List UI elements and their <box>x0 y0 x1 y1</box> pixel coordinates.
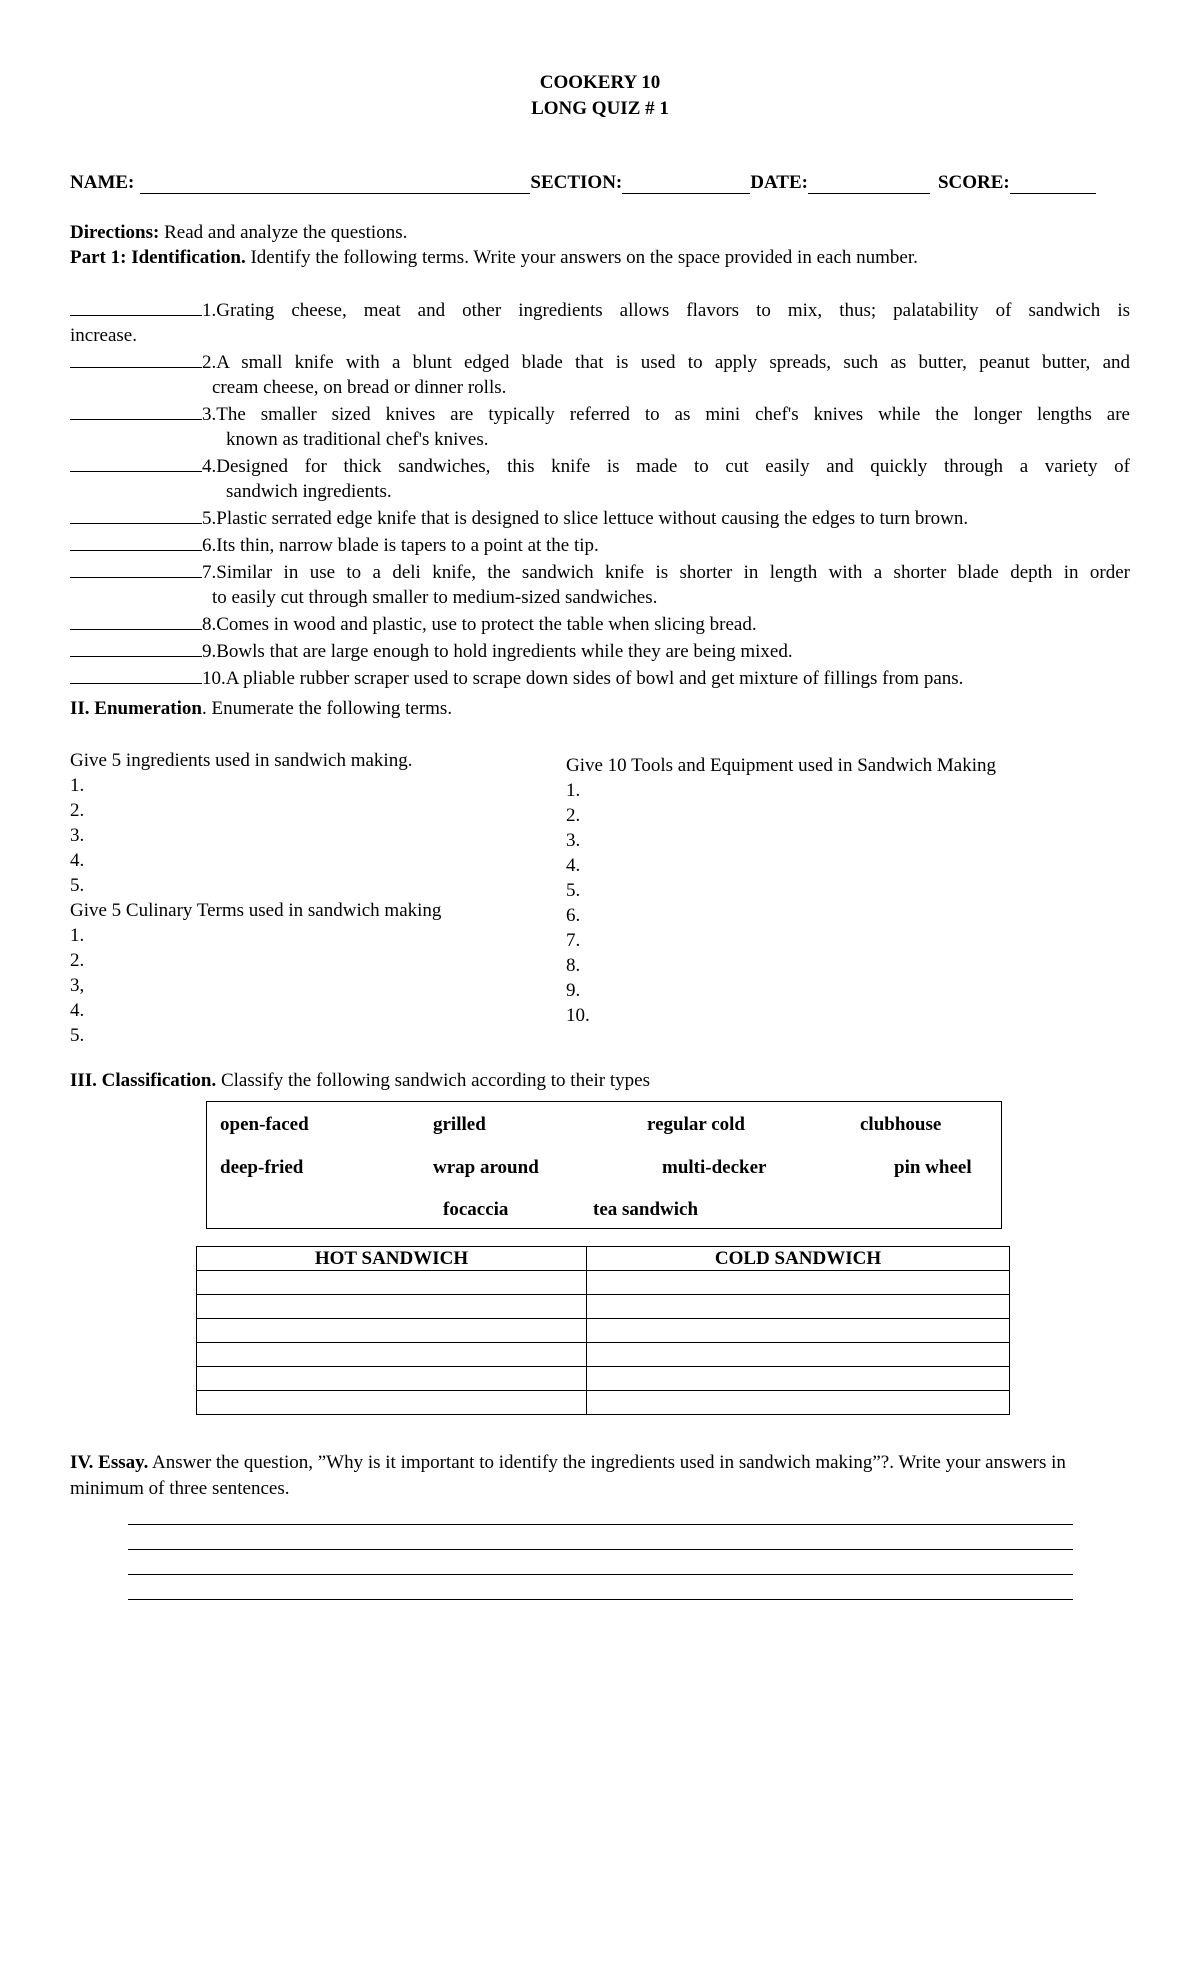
table-cell[interactable] <box>197 1367 587 1391</box>
table-cell[interactable] <box>587 1295 1010 1319</box>
part3-instructions: Classify the following sandwich according to their types <box>216 1070 650 1091</box>
answer-blank[interactable] <box>70 400 202 420</box>
item-continuation: known as traditional chef's knives. <box>226 429 489 450</box>
part3-heading <box>70 1070 650 1092</box>
answer-blank[interactable] <box>70 531 202 551</box>
table-row <box>197 1391 1010 1415</box>
word-item: tea sandwich <box>593 1199 699 1220</box>
table-cell[interactable] <box>197 1343 587 1367</box>
list-item: 2. <box>566 805 581 826</box>
page-title: COOKERY 10 <box>539 72 661 93</box>
part1-heading <box>70 247 918 269</box>
cold-sandwich-header: COLD SANDWICH <box>587 1247 1010 1271</box>
enumeration-right-column <box>566 753 996 1028</box>
student-info-row <box>70 172 1130 194</box>
answer-blank[interactable] <box>70 504 202 524</box>
part1-instructions: Identify the following terms. Write your answers on the space provided in each number. <box>245 247 918 268</box>
page-subtitle: LONG QUIZ # 1 <box>531 98 669 119</box>
answer-blank[interactable] <box>70 296 202 316</box>
enumeration-left-column <box>70 748 441 1048</box>
part4-label: IV. Essay. <box>70 1452 149 1473</box>
list-item: 5. <box>566 880 581 901</box>
name-label: NAME: <box>70 172 135 193</box>
answer-blank[interactable] <box>70 610 202 630</box>
list-item: 10. A pliable rubber scraper used to scrape down sides of bowl and get mixture of fillings from pans. <box>70 664 1130 691</box>
tools-prompt: Give 10 Tools and Equipment used in Sandwich Making <box>566 755 996 776</box>
word-item: multi-decker <box>662 1157 767 1178</box>
list-item: 5. Plastic serrated edge knife that is designed to slice lettuce without causing the edges to turn brown. <box>70 504 1130 531</box>
word-item: grilled <box>433 1114 486 1135</box>
answer-blank[interactable] <box>70 452 202 472</box>
list-item: 2. <box>70 800 85 821</box>
word-item: wrap around <box>433 1157 539 1178</box>
word-item: clubhouse <box>860 1114 942 1135</box>
ingredients-prompt: Give 5 ingredients used in sandwich making. <box>70 750 413 771</box>
list-item: 8. Comes in wood and plastic, use to protect the table when slicing bread. <box>70 610 1130 637</box>
list-item: 10. <box>566 1005 590 1026</box>
word-item: open-faced <box>220 1114 309 1135</box>
table-cell[interactable] <box>587 1367 1010 1391</box>
table-cell[interactable] <box>197 1271 587 1295</box>
table-cell[interactable] <box>587 1343 1010 1367</box>
table-row <box>197 1367 1010 1391</box>
answer-blank[interactable] <box>70 348 202 368</box>
part2-instructions: . Enumerate the following terms. <box>201 698 453 719</box>
essay-answer-line[interactable] <box>128 1549 1073 1550</box>
date-label: DATE: <box>750 172 808 193</box>
directions-line <box>70 222 407 244</box>
hot-sandwich-header: HOT SANDWICH <box>197 1247 587 1271</box>
word-item: focaccia <box>443 1199 509 1220</box>
essay-answer-line[interactable] <box>128 1524 1073 1525</box>
item-continuation: cream cheese, on bread or dinner rolls. <box>212 377 507 398</box>
table-cell[interactable] <box>197 1295 587 1319</box>
word-item: pin wheel <box>894 1157 972 1178</box>
table-row <box>197 1271 1010 1295</box>
part2-label: II. Enumeration <box>70 698 202 719</box>
list-item: 4. Designed for thick sandwiches, this knife is made to cut easily and quickly through a variety of <box>70 452 1130 479</box>
table-row <box>197 1295 1010 1319</box>
part3-label: III. Classification. <box>70 1070 217 1091</box>
list-item: 7. Similar in use to a deli knife, the sandwich knife is shorter in length with a shorter blade depth in order <box>70 558 1130 585</box>
list-item: 4. <box>566 855 581 876</box>
list-item: 5. <box>70 1025 85 1046</box>
list-item: 1. <box>70 775 85 796</box>
table-cell[interactable] <box>587 1271 1010 1295</box>
score-blank[interactable] <box>1010 175 1096 194</box>
list-item: 6. Its thin, narrow blade is tapers to a point at the tip. <box>70 531 1130 558</box>
list-item: 1. <box>70 925 85 946</box>
table-cell[interactable] <box>587 1391 1010 1415</box>
answer-blank[interactable] <box>70 558 202 578</box>
section-blank[interactable] <box>622 175 750 194</box>
list-item: 4. <box>70 850 85 871</box>
list-item: 1. <box>566 780 581 801</box>
sandwich-word-box <box>206 1101 1002 1229</box>
list-item: 9. <box>566 980 581 1001</box>
table-cell[interactable] <box>197 1391 587 1415</box>
table-cell[interactable] <box>197 1319 587 1343</box>
answer-blank[interactable] <box>70 637 202 657</box>
directions-label: Directions: <box>70 222 160 243</box>
score-label: SCORE: <box>937 172 1010 193</box>
date-blank[interactable] <box>808 175 930 194</box>
list-item: 7. <box>566 930 581 951</box>
list-item: 6. <box>566 905 581 926</box>
essay-answer-line[interactable] <box>128 1599 1073 1600</box>
directions-text: Read and analyze the questions. <box>159 222 408 243</box>
list-item: 3. <box>566 830 581 851</box>
part4-instructions: Answer the question, ”Why is it important to identify the ingredients used in sandwich making”?. Write your answers in minimum of three sentences. <box>70 1452 1066 1499</box>
identification-list <box>70 296 1130 691</box>
culinary-prompt: Give 5 Culinary Terms used in sandwich making <box>70 900 442 921</box>
list-item: 8. <box>566 955 581 976</box>
list-item: 1. Grating cheese, meat and other ingredients allows flavors to mix, thus; palatability of sandwich is <box>70 296 1130 323</box>
list-item: 5. <box>70 875 85 896</box>
table-row <box>197 1343 1010 1367</box>
part1-label: Part 1: Identification. <box>70 247 246 268</box>
list-item: 4. <box>70 1000 85 1021</box>
section-label: SECTION: <box>530 172 623 193</box>
part2-heading <box>70 698 452 720</box>
word-item: regular cold <box>647 1114 745 1135</box>
part4-heading <box>70 1450 1130 1502</box>
list-item: 3. The smaller sized knives are typically referred to as mini chef's knives while the longer lengths are <box>70 400 1130 427</box>
list-item: 3, <box>70 975 85 996</box>
table-cell[interactable] <box>587 1319 1010 1343</box>
essay-answer-line[interactable] <box>128 1574 1073 1575</box>
item-continuation: sandwich ingredients. <box>226 481 392 502</box>
list-item: 3. <box>70 825 85 846</box>
name-blank[interactable] <box>140 175 530 194</box>
item-continuation: increase. <box>70 325 137 346</box>
list-item: 2. A small knife with a blunt edged blade that is used to apply spreads, such as butter, peanut butter, and <box>70 348 1130 375</box>
word-item: deep-fried <box>220 1157 304 1178</box>
answer-blank[interactable] <box>70 664 202 684</box>
list-item: 9. Bowls that are large enough to hold ingredients while they are being mixed. <box>70 637 1130 664</box>
table-row <box>197 1319 1010 1343</box>
classification-table <box>196 1246 1010 1415</box>
list-item: 2. <box>70 950 85 971</box>
item-continuation: to easily cut through smaller to medium-sized sandwiches. <box>212 587 658 608</box>
